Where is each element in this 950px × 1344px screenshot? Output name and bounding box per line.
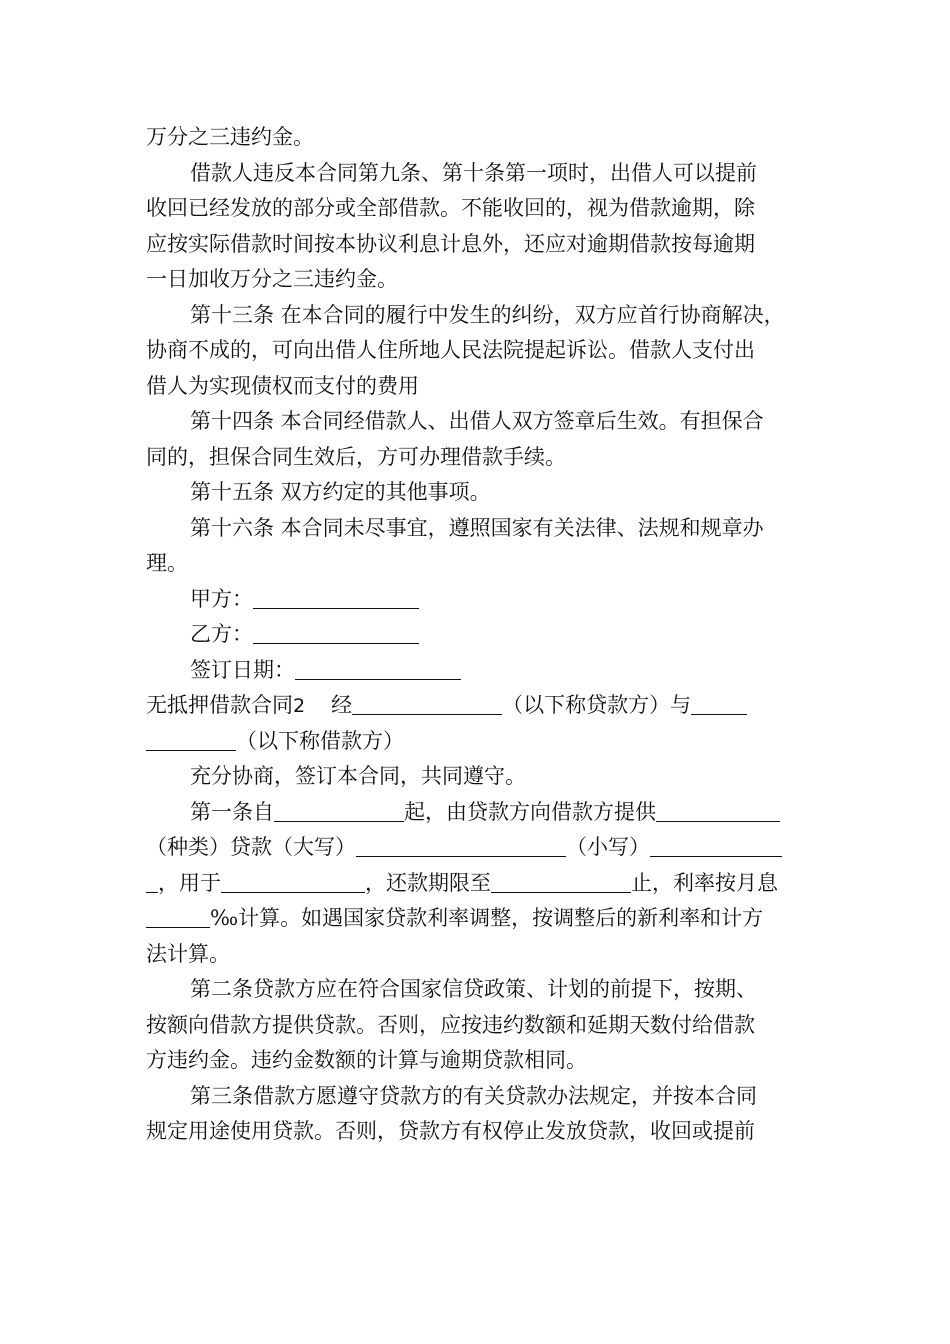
text-line: 法计算。 <box>146 941 230 966</box>
text-segment: 止，利率按月息 <box>631 870 778 895</box>
text-segment: （种类）贷款（大写） <box>146 835 356 859</box>
text-segment: ，用于 <box>158 870 221 895</box>
contract2-title-line <box>146 688 806 724</box>
text-line: 第三条借款方愿遵守贷款方的有关贷款办法规定，并按本合同 <box>190 1083 757 1108</box>
sign-date-label: 签订日期： <box>190 657 295 682</box>
sign-date-line <box>146 653 806 689</box>
text-line: 充分协商，签订本合同，共同遵守。 <box>190 764 526 788</box>
due-date-blank <box>491 870 631 893</box>
amount-lower-blank <box>650 834 782 857</box>
amount-lower-blank-end <box>146 870 158 893</box>
lender-blank <box>352 692 502 715</box>
text-line: 第十三条 在本合同的履行中发生的纠纷，双方应首行协商解决， <box>190 302 785 327</box>
text-line: 借人为实现债权而支付的费用 <box>146 373 419 398</box>
party-b-label: 乙方： <box>190 622 253 646</box>
text-line: 借款人违反本合同第九条、第十条第一项时，出借人可以提前 <box>190 160 757 185</box>
text-line: 同的，担保合同生效后，方可办理借款手续。 <box>146 444 566 469</box>
party-a-label: 甲方： <box>190 586 253 611</box>
text-line: 第十五条 双方约定的其他事项。 <box>190 480 491 504</box>
text-line <box>146 901 806 937</box>
text-segment: 经 <box>331 693 353 717</box>
text-line <box>146 866 806 902</box>
text-segment: ，还款期限至 <box>365 870 491 895</box>
loan-type-blank <box>656 799 780 822</box>
text-line: 一日加收万分之三违约金。 <box>146 267 398 291</box>
text-line: 第二条贷款方应在符合国家信贷政策、计划的前提下，按期、 <box>190 977 757 1001</box>
party-b-blank <box>253 621 419 644</box>
start-date-blank <box>274 799 404 822</box>
text-line: 第十四条 本合同经借款人、出借人双方签章后生效。有担保合 <box>190 409 764 433</box>
amount-upper-blank <box>356 834 566 857</box>
text-line <box>146 795 806 831</box>
party-a-line <box>146 582 806 618</box>
text-line: 方违约金。违约金数额的计算与逾期贷款相同。 <box>146 1048 587 1072</box>
contract2-number: 2 <box>293 695 306 717</box>
contract2-title: 无抵押借款合同 <box>146 693 293 717</box>
rate-blank <box>146 905 210 928</box>
borrower-blank-end <box>146 728 236 751</box>
purpose-blank <box>221 870 365 893</box>
text-segment: （以下称贷款方）与 <box>502 693 692 717</box>
text-line: 收回已经发放的部分或全部借款。不能收回的，视为借款逾期，除 <box>146 196 755 220</box>
text-line: 第十六条 本合同未尽事宜，遵照国家有关法律、法规和规章办 <box>190 515 764 540</box>
text-line: 按额向借款方提供贷款。否则，应按违约数额和延期天数付给借款 <box>146 1012 755 1037</box>
text-line: 万分之三违约金。 <box>146 125 314 149</box>
party-a-blank <box>253 586 419 609</box>
text-segment: （小写） <box>566 835 650 859</box>
borrower-blank-start <box>691 692 747 715</box>
party-b-line <box>146 617 806 653</box>
text-line: 规定用途使用贷款。否则，贷款方有权停止发放贷款，收回或提前 <box>146 1119 755 1143</box>
text-segment: 第一条自 <box>190 799 274 824</box>
document-body <box>146 120 806 1150</box>
text-line <box>146 830 806 866</box>
text-line: 应按实际借款时间按本协议利息计息外，还应对逾期借款按每逾期 <box>146 231 755 256</box>
text-segment: 起，由贷款方向借款方提供 <box>404 799 656 824</box>
sign-date-blank <box>295 657 461 680</box>
text-segment: （以下称借款方） <box>236 728 404 753</box>
text-line <box>146 724 806 760</box>
text-segment: ‰计算。如遇国家贷款利率调整，按调整后的新利率和计方 <box>210 906 764 930</box>
text-line: 理。 <box>146 551 188 575</box>
text-line: 协商不成的，可向出借人住所地人民法院提起诉讼。借款人支付出 <box>146 338 755 362</box>
